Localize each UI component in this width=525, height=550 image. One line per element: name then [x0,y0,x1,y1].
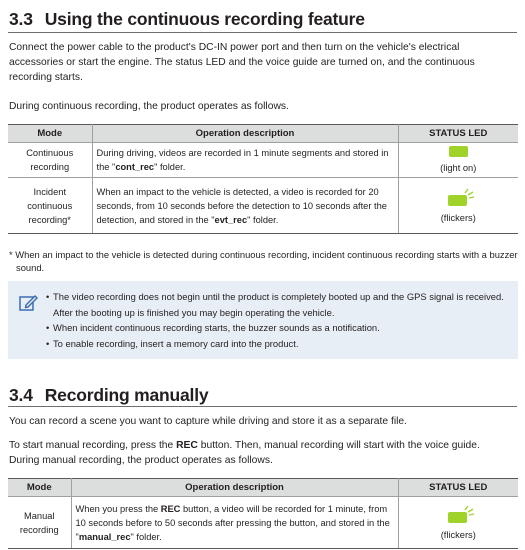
section-rule [8,406,517,407]
note-pencil-icon [18,293,38,318]
led-solid-icon [449,146,468,157]
footnote: * When an impact to the vehicle is detected during continuous recording, incident continuous recording starts with a buzzer sound. [9,249,518,273]
description-cell: When you press the REC button, a video will be recorded for 1 minute, from 10 seconds before to 50 seconds after pressing the button, and stored in the "manual_rec" folder. [71,497,398,549]
note-item: • When incident continuous recording starts, the buzzer sounds as a notification. [46,320,508,336]
led-flicker-icon [438,504,478,524]
continuous-recording-table [8,124,518,234]
table-row [8,143,518,178]
description-cell: During driving, videos are recorded in 1 minute segments and stored in the "cont_rec" folder. [92,143,398,178]
header-mode: Mode [8,479,71,497]
note-item: • The video recording does not begin until the product is completely booted up and the GPS signal is received. After the booting up is finished you may begin operating the vehicle. [46,289,508,320]
note-box [8,281,518,359]
table-row [8,497,518,549]
header-description: Operation description [71,479,398,497]
table-header-row [8,125,518,143]
section-rule [8,32,517,33]
table-lead: To start manual recording, press the REC button. Then, manual recording will start with the voice guide. During manual recording, the product operates as follows. [9,440,480,466]
section-title-3-4: 3.4 Recording manually [9,385,209,405]
mode-cell: Continuous recording [8,143,92,178]
manual-recording-table [8,478,518,549]
note-list [46,289,508,351]
note-item: • To enable recording, insert a memory card into the product. [46,336,508,352]
section-intro: You can record a scene you want to capture while driving and store it as a separate file. [9,416,407,427]
header-mode: Mode [8,125,92,143]
description-cell: When an impact to the vehicle is detected, a video is recorded for 20 seconds, from 10 seconds before the detection to 10 seconds after the detection, and stored in the "evt_rec" folder. [92,178,398,234]
led-cell: (flickers) [398,178,518,234]
section-intro: Connect the power cable to the product's DC-IN power port and then turn on the vehicle's electrical accessories or start the engine. The status LED and the voice guide are turned on, and the continuous recording starts. [9,42,475,83]
mode-cell: Incident continuous recording* [8,178,92,234]
table-lead: During continuous recording, the product operates as follows. [9,101,289,112]
led-cell: (flickers) [398,497,518,549]
header-description: Operation description [92,125,398,143]
mode-cell: Manual recording [8,497,71,549]
header-status-led: STATUS LED [398,125,518,143]
led-cell: (light on) [398,143,518,178]
section-title-3-3: 3.3 Using the continuous recording feature [9,9,365,29]
table-row [8,178,518,234]
header-status-led: STATUS LED [398,479,518,497]
led-flicker-icon [438,187,478,207]
table-header-row [8,479,518,497]
